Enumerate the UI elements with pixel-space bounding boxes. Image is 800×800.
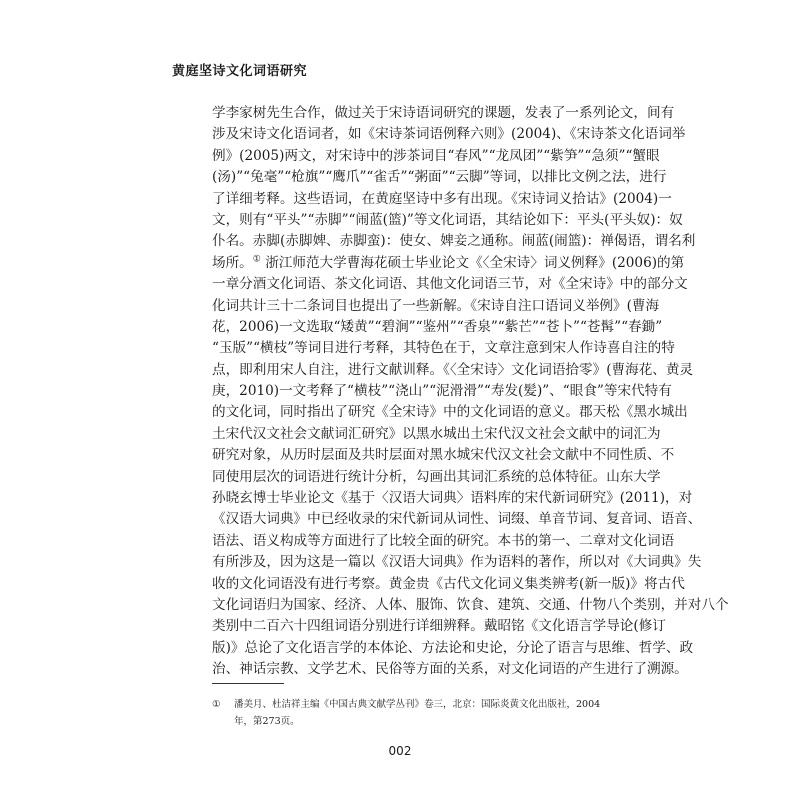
body-line: 土宋代汉文社会文献词汇研究》以黑水城出土宋代汉文社会文献中的词汇为 bbox=[212, 425, 661, 442]
body-line: 学李家树先生合作，做过关于宋诗语词研究的课题，发表了一系列论文，间有 bbox=[212, 105, 675, 121]
body-line: 《汉语大词典》中已经收录的宋代新词从词性、词缀、单音节词、复音词、语音、 bbox=[212, 511, 702, 528]
body-line: 研究对象，从历时层面及共时层面对黑水城宋代汉文社会文献中不同性质、不 bbox=[212, 447, 675, 464]
body-line: 有所涉及，因为这是一篇以《汉语大词典》作为语料的著作，所以对《大词典》失 bbox=[212, 554, 702, 571]
body-line: “玉版”“横枝”等词目进行考释，其特色在于，文章注意到宋人作诗喜自注的特 bbox=[212, 340, 675, 357]
body-line-with-footnote bbox=[212, 253, 685, 274]
body-line: 例》(2005)两文，对宋诗中的涉茶词目“春风”“龙凤团”“紫笋”“急须”“蟹眼 bbox=[212, 147, 660, 164]
body-line: 孙晓玄博士毕业论文《基于〈汉语大词典〉语料库的宋代新词研究》(2011)，对 bbox=[212, 490, 693, 507]
body-line: 版)》总论了文化语言学的本体论、方法论和史论，分论了语言与思维、哲学、政 bbox=[212, 639, 694, 656]
body-text bbox=[212, 103, 729, 702]
footnote-text-continued: 年，第273页。 bbox=[234, 716, 300, 727]
body-line: 文化词语归为国家、经济、人体、服饰、饮食、建筑、交通、什物八个类别，并对八个 bbox=[212, 596, 729, 613]
footnote-text: 潘美月、杜洁祥主编《中国古典文献学丛刊》卷三，北京：国际炎黄文化出版社，2004 bbox=[234, 699, 601, 710]
running-head: 黄庭坚诗文化词语研究 bbox=[172, 64, 308, 79]
body-line: 一章分酒文化词语、茶文化词语、其他文化词语三节，对《全宋诗》中的部分文 bbox=[212, 276, 688, 293]
body-line: 治、神话宗教、文学艺术、民俗等方面的关系，对文化词语的产生进行了溯源。 bbox=[212, 661, 688, 678]
body-line: 收的文化词语没有进行考察。黄金贵《古代文化词义集类辨考(新一版)》将古代 bbox=[212, 575, 685, 592]
body-line: 涉及宋诗文化语词者，如《宋诗茶词语例释六则》(2004)、《宋诗茶文化语词举 bbox=[212, 126, 686, 143]
page-number: 002 bbox=[388, 744, 412, 758]
body-line: 的文化词，同时指出了研究《全宋诗》中的文化词语的意义。郡天松《黑水城出 bbox=[212, 404, 688, 421]
footnote bbox=[212, 696, 612, 730]
body-line: 庚，2010)一文考释了“横枝”“浇山”“泥滑滑”“寿发(髪)”、“眼食”等宋代特有 bbox=[212, 383, 672, 400]
body-line: 语法、语义构成等方面进行了比较全面的研究。本书的第一、二章对文化词语 bbox=[212, 532, 675, 549]
body-line: 同使用层次的词语进行统计分析，勾画出其词汇系统的总体特征。山东大学 bbox=[212, 468, 661, 485]
body-line: 仆名。赤脚(赤脚婢、赤脚蛮)：使女、婢妾之通称。闹蓝(闹篮)：禅偈语，谓名利 bbox=[212, 233, 696, 250]
footnote-ref[interactable]: ① bbox=[252, 254, 261, 265]
body-line: (汤)”“兔毫”“枪旗”“鹰爪”“雀舌”“粥面”“云脚”等词，以排比文例之法，进行 bbox=[212, 169, 667, 186]
footnote-line bbox=[212, 696, 612, 713]
body-line: 化词共计三十二条词目也提出了一些新解。《宋诗自注口语词义举例》(曹海 bbox=[212, 297, 660, 314]
footnote-rule bbox=[212, 683, 284, 684]
body-line: 花，2006)一文选取“矮黄”“碧涧”“鉴州”“香泉”“紫芒”“苍卜”“苍髯”“春鋤” bbox=[212, 318, 663, 335]
body-line-head: 场所。 bbox=[212, 254, 253, 271]
body-line-tail: 浙江师范大学曹海花硕士毕业论文《〈全宋诗〉词义例释》(2006)的第 bbox=[265, 254, 685, 271]
body-line: 了详细考释。这些语词，在黄庭坚诗中多有出现。《宋诗词义拾诂》(2004)一 bbox=[212, 190, 672, 207]
body-line: 点，即利用宋人自注，进行文献训释。《〈全宋诗〉文化词语拾零》(曹海花、黄灵 bbox=[212, 361, 694, 378]
body-line: 文，则有“平头”“赤脚”“闹蓝(篮)”等文化词语，其结论如下：平头(平头奴)：奴 bbox=[212, 211, 683, 228]
body-line: 类别中二百六十四组词语分别进行详细辨释。戴昭铭《文化语言学导论(修订 bbox=[212, 618, 666, 635]
footnote-marker: ① bbox=[212, 699, 221, 710]
